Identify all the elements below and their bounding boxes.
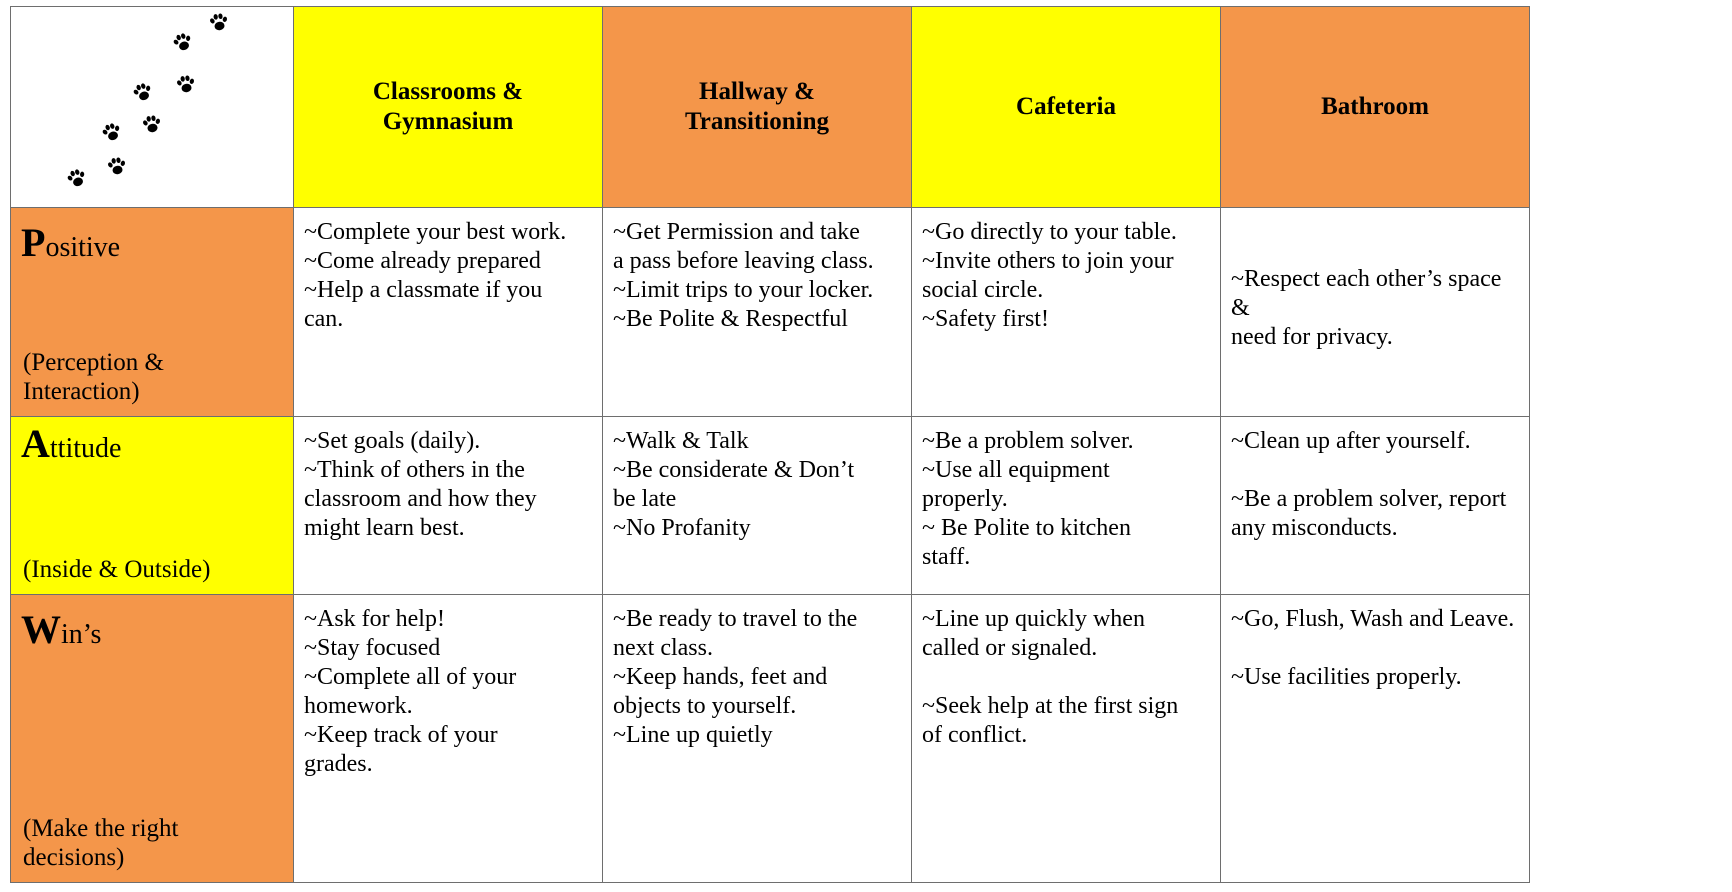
header-classrooms [294, 7, 603, 208]
cell-line: ~Walk & Talk [613, 428, 749, 454]
expectations-matrix [10, 6, 1530, 883]
cell-line: ~Complete your best work. [304, 219, 567, 245]
row-title-rest: ttitude [49, 433, 122, 464]
row-label-attitude [11, 417, 294, 595]
header-classrooms-line2: Gymnasium [382, 108, 514, 135]
row-title-initial: A [21, 421, 50, 466]
cell-line: might learn best. [304, 515, 465, 541]
cell-line: ~Be a problem solver, report [1231, 486, 1507, 512]
row-subtitle-wins [23, 814, 287, 872]
header-hallway-line2: Transitioning [684, 108, 830, 135]
row-subtitle-attitude [23, 555, 287, 584]
row-wins [11, 595, 1530, 883]
cell-line: ~Seek help at the first sign [922, 693, 1179, 719]
cell-positive-classrooms [294, 208, 603, 417]
header-classrooms-line1: Classrooms & [372, 78, 524, 105]
cell-line: ~Line up quickly when [922, 606, 1145, 632]
cell-wins-bathroom [1221, 595, 1530, 883]
row-subtitle-line1: (Make the right [23, 815, 179, 842]
cell-line: ~Go, Flush, Wash and Leave. [1231, 606, 1515, 632]
row-title-rest: in’s [61, 619, 102, 650]
row-positive [11, 208, 1530, 417]
cell-line: ~Set goals (daily). [304, 428, 481, 454]
header-hallway-line1: Hallway & [699, 78, 815, 105]
cell-line: objects to yourself. [613, 693, 797, 719]
cell-positive-cafeteria [912, 208, 1221, 417]
row-label-wins [11, 595, 294, 883]
cell-line: any misconducts. [1231, 515, 1398, 541]
cell-line: next class. [613, 635, 713, 661]
cell-line: ~Go directly to your table. [922, 219, 1177, 245]
cell-spacer [1231, 634, 1521, 663]
cell-line: social circle. [922, 277, 1044, 303]
cell-line: ~Respect each other’s space & [1231, 265, 1502, 321]
cell-positive-hallway [603, 208, 912, 417]
cell-wins-hallway [603, 595, 912, 883]
cell-attitude-hallway [603, 417, 912, 595]
cell-line: ~Ask for help! [304, 606, 445, 632]
cell-wins-classrooms [294, 595, 603, 883]
cell-line: ~Think of others in the [304, 457, 525, 483]
cell-spacer [1231, 456, 1521, 485]
row-subtitle-line2: Interaction) [23, 378, 140, 405]
cell-line: ~Invite others to join your [922, 248, 1174, 274]
cell-attitude-cafeteria [912, 417, 1221, 595]
cell-line: homework. [304, 693, 413, 719]
cell-line: ~No Profanity [613, 515, 751, 541]
header-cafeteria [912, 7, 1221, 208]
cell-line: ~Limit trips to your locker. [613, 277, 874, 303]
cell-line: ~Get Permission and take [613, 219, 860, 245]
row-subtitle-positive [23, 348, 287, 406]
cell-line: called or signaled. [922, 635, 1098, 661]
cell-line: ~Come already prepared [304, 248, 541, 274]
cell-line: ~Use facilities properly. [1231, 664, 1462, 690]
cell-line: staff. [922, 544, 971, 570]
cell-attitude-classrooms [294, 417, 603, 595]
cell-wins-cafeteria [912, 595, 1221, 883]
header-row [11, 7, 1530, 208]
header-hallway [603, 7, 912, 208]
row-title-initial: P [21, 220, 46, 265]
row-subtitle-line2: decisions) [23, 844, 125, 871]
cell-line: of conflict. [922, 722, 1028, 748]
cell-line: ~Keep track of your [304, 722, 498, 748]
row-title-rest: ositive [45, 232, 121, 263]
cell-line: ~Stay focused [304, 635, 441, 661]
row-title-initial: W [21, 607, 61, 652]
row-title-attitude [21, 421, 122, 466]
cell-line: ~Be Polite & Respectful [613, 306, 848, 332]
cell-line: ~Use all equipment [922, 457, 1110, 483]
cell-line: grades. [304, 751, 373, 777]
cell-spacer [922, 663, 1212, 692]
cell-line: ~Keep hands, feet and [613, 664, 828, 690]
row-subtitle-line1: (Inside & Outside) [23, 556, 211, 583]
cell-line: classroom and how they [304, 486, 537, 512]
row-title-wins [21, 607, 102, 652]
cell-line: ~Be ready to travel to the [613, 606, 858, 632]
cell-line: ~Be a problem solver. [922, 428, 1134, 454]
cell-line: ~Safety first! [922, 306, 1049, 332]
cell-attitude-bathroom [1221, 417, 1530, 595]
cell-line: ~ Be Polite to kitchen [922, 515, 1131, 541]
row-title-positive [21, 220, 121, 265]
row-subtitle-line1: (Perception & [23, 349, 164, 376]
header-bathroom [1221, 7, 1530, 208]
cell-line: need for privacy. [1231, 323, 1393, 350]
cell-line: can. [304, 306, 344, 332]
cell-line: ~Clean up after yourself. [1231, 428, 1471, 454]
cell-line: ~Be considerate & Don’t [613, 457, 855, 483]
cell-line: be late [613, 486, 677, 512]
cell-line: ~Line up quietly [613, 722, 773, 748]
corner-cell [11, 7, 294, 208]
paw-prints-icon [11, 7, 294, 208]
cell-line: ~Complete all of your [304, 664, 517, 690]
row-attitude [11, 417, 1530, 595]
row-label-positive [11, 208, 294, 417]
cell-line: ~Help a classmate if you [304, 277, 543, 303]
header-cafeteria-line1: Cafeteria [1016, 93, 1116, 120]
cell-positive-bathroom [1221, 208, 1530, 417]
header-bathroom-line1: Bathroom [1321, 93, 1429, 120]
cell-line: a pass before leaving class. [613, 248, 874, 274]
cell-line: properly. [922, 486, 1008, 512]
